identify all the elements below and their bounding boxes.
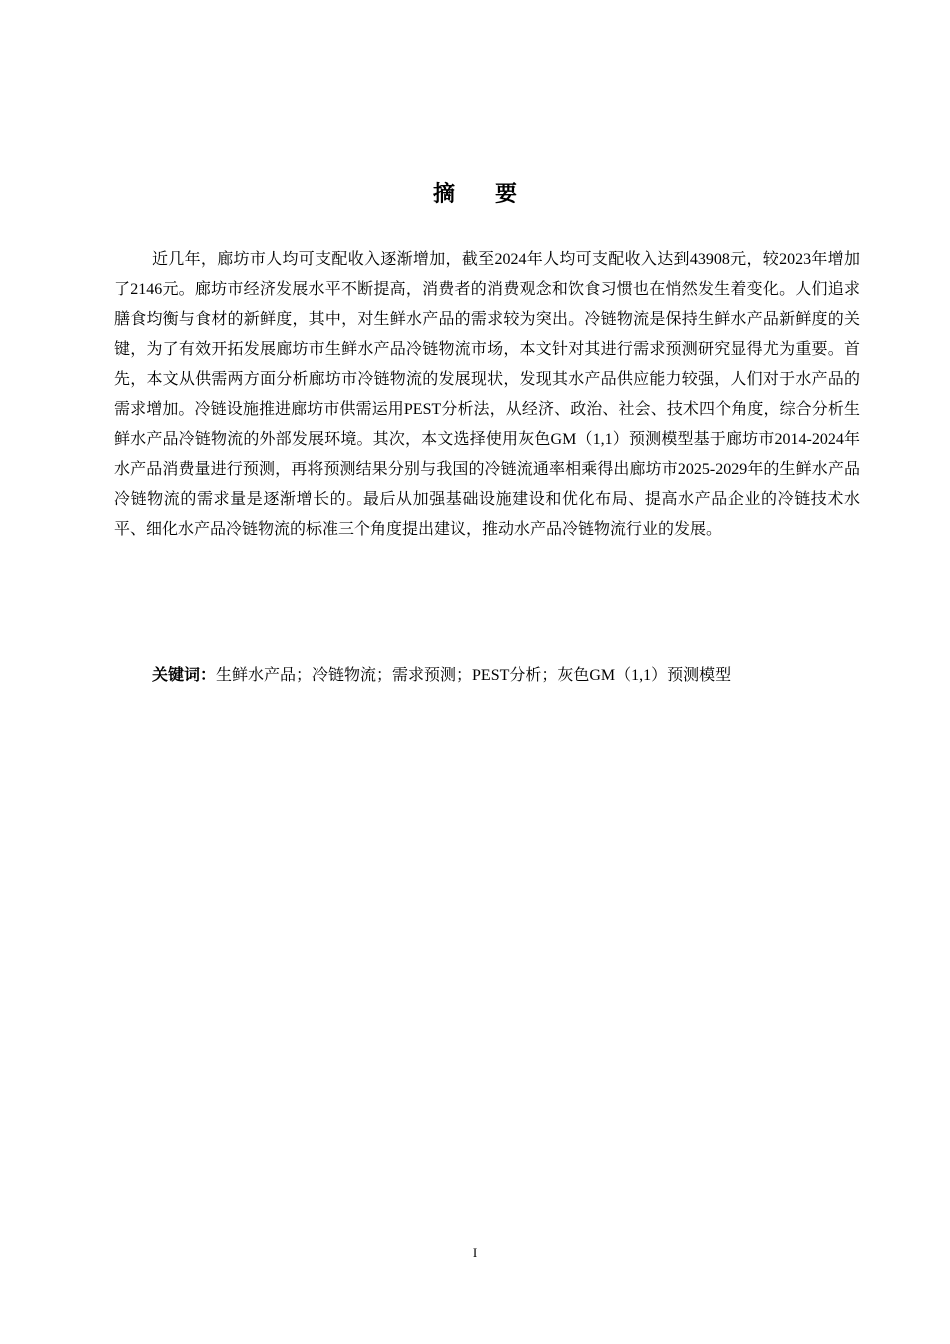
page-number: I bbox=[472, 1245, 478, 1260]
keywords-label: 关键词： bbox=[152, 665, 217, 684]
keywords-line bbox=[152, 660, 860, 691]
keywords-text: 生鲜水产品；冷链物流；需求预测；PEST分析；灰色GM（1,1）预测模型 bbox=[216, 667, 732, 684]
page-title: 摘要 bbox=[432, 182, 557, 207]
abstract-paragraph: 近几年，廊坊市人均可支配收入逐渐增加，截至2024年人均可支配收入达到43908元，较2023年增加了2146元。廊坊市经济发展水平不断提高，消费者的消费观念和饮食习惯也在悄然发生着变化。人们追求膳食均衡与食材的新鲜度，其中，对生鲜水产品的需求较为突出。冷链物流是保持生鲜水产品新鲜度的关键，为了有效开拓发展廊坊市生鲜水产品冷链物流市场，本文针对其进行需求预测研究显得尤为重要。首先，本文从供需两方面分析廊坊市冷链物流的发展现状，发现其水产品供应能力较强，人们对于水产品的需求增加。冷链设施推进廊坊市供需运用PEST分析法，从经济、政治、社会、技术四个角度，综合分析生鲜水产品冷链物流的外部发展环境。其次，本文选择使用灰色GM（1,1）预测模型基于廊坊市2014-2024年水产品消费量进行预测，再将预测结果分别与我国的冷链流通率相乘得出廊坊市2025-2029年的生鲜水产品冷链物流的需求量是逐渐增长的。最后从加强基础设施建设和优化布局、提高水产品企业的冷链技术水平、细化水产品冷链物流的标准三个角度提出建议，推动水产品冷链物流行业的发展。 bbox=[114, 251, 860, 538]
